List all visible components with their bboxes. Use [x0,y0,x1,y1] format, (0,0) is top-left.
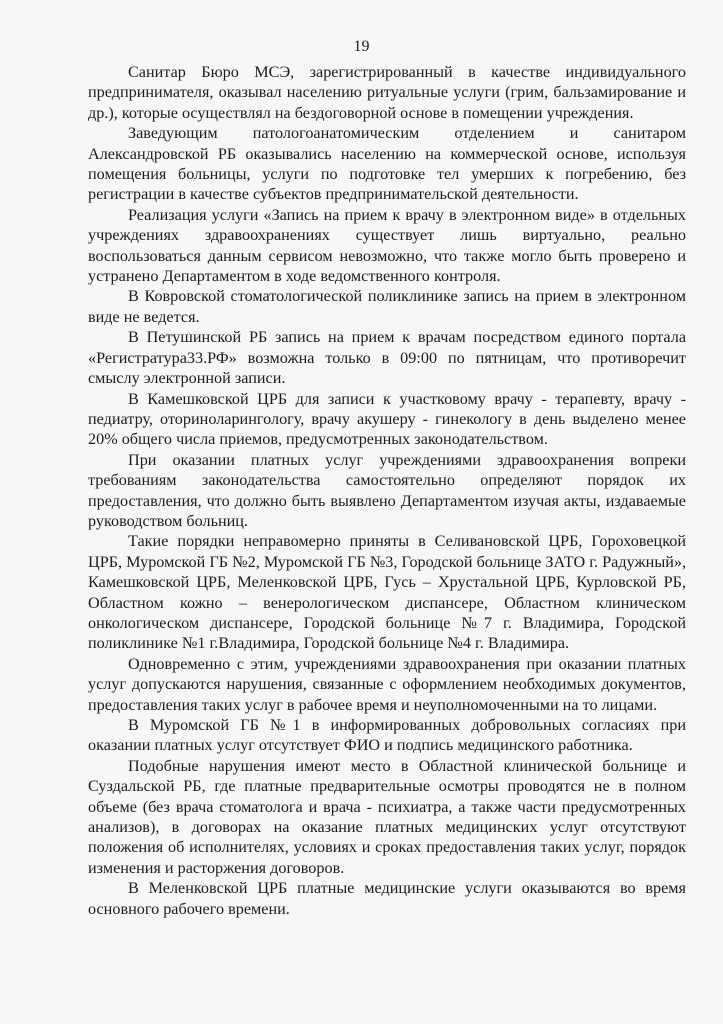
paragraph: В Камешковской ЦРБ для записи к участковому врачу - терапевту, врачу - педиатру, оториноларингологу, врачу акушеру - гинекологу в день выделено менее 20% общего числа приемов, предусмотренных законодательством. [88,389,686,449]
paragraph: Одновременно с этим, учреждениями здравоохранения при оказании платных услуг допускаются нарушения, связанные с оформлением необходимых документов, предоставления таких услуг в рабочее время и неуполномоченными на то лицами. [88,654,686,714]
paragraph: В Меленковской ЦРБ платные медицинские услуги оказываются во время основного рабочего времени. [88,879,686,918]
paragraph: Такие порядки неправомерно приняты в Селивановской ЦРБ, Гороховецкой ЦРБ, Муромской ГБ №2, Муромской ГБ №3, Городской больнице ЗАТО г. Радужный», Камешковской ЦРБ, Меленковской ЦРБ, Гусь – Хрустальной ЦРБ, Курловской РБ, Областном кожно – венерологическом диспансере, Областном клиническом онкологическом диспансере, Городской больнице №7 г. Владимира, Городской поликлинике №1 г.Владимира, Городской больнице №4 г. Владимира. [88,532,686,653]
paragraph: В Ковровской стоматологической поликлинике запись на прием в электронном виде не ведется. [88,287,686,326]
page-number: 19 [353,38,370,55]
paragraph: В Муромской ГБ №1 в информированных добровольных согласиях при оказании платных услуг отсутствует ФИО и подпись медицинского работника. [88,716,686,755]
paragraph: При оказании платных услуг учреждениями здравоохранения вопреки требованиям законодательства самостоятельно определяют порядок их предоставления, что должно быть выявлено Департаментом изучая акты, издаваемые руководством больниц. [88,450,686,530]
paragraph: Подобные нарушения имеют место в Областной клинической больнице и Суздальской РБ, где платные предварительные осмотры проводятся не в полном объеме (без врача стоматолога и врача - психиатра, а также части предусмотренных анализов), в договорах на оказание платных медицинских услуг отсутствуют положения об исполнителях, условиях и сроках предоставления таких услуг, порядок изменения и расторжения договоров. [88,756,686,877]
paragraph: В Петушинской РБ запись на прием к врачам посредством единого портала «Регистратура33.РФ» возможна только в 09:00 по пятницам, что противоречит смыслу электронной записи. [88,328,686,388]
paragraph: Санитар Бюро МСЭ, зарегистрированный в качестве индивидуального предпринимателя, оказывал населению ритуальные услуги (грим, бальзамирование и др.), которые осуществлял на бездоговорной основе в помещении учреждения. [88,63,686,122]
paragraph: Заведующим патологоанатомическим отделением и санитаром Александровской РБ оказывались населению на коммерческой основе, используя помещения больницы, услуги по подготовке тел умерших к погребению, без регистрации в качестве субъектов предпринимательской деятельности. [88,124,686,204]
document-body [88,62,686,919]
paragraph: Реализация услуги «Запись на прием к врачу в электронном виде» в отдельных учреждениях здравоохранениях существует лишь виртуально, реально воспользоваться данным сервисом невозможно, что также могло быть проверено и устранено Департаментом в ходе ведомственного контроля. [88,205,686,286]
